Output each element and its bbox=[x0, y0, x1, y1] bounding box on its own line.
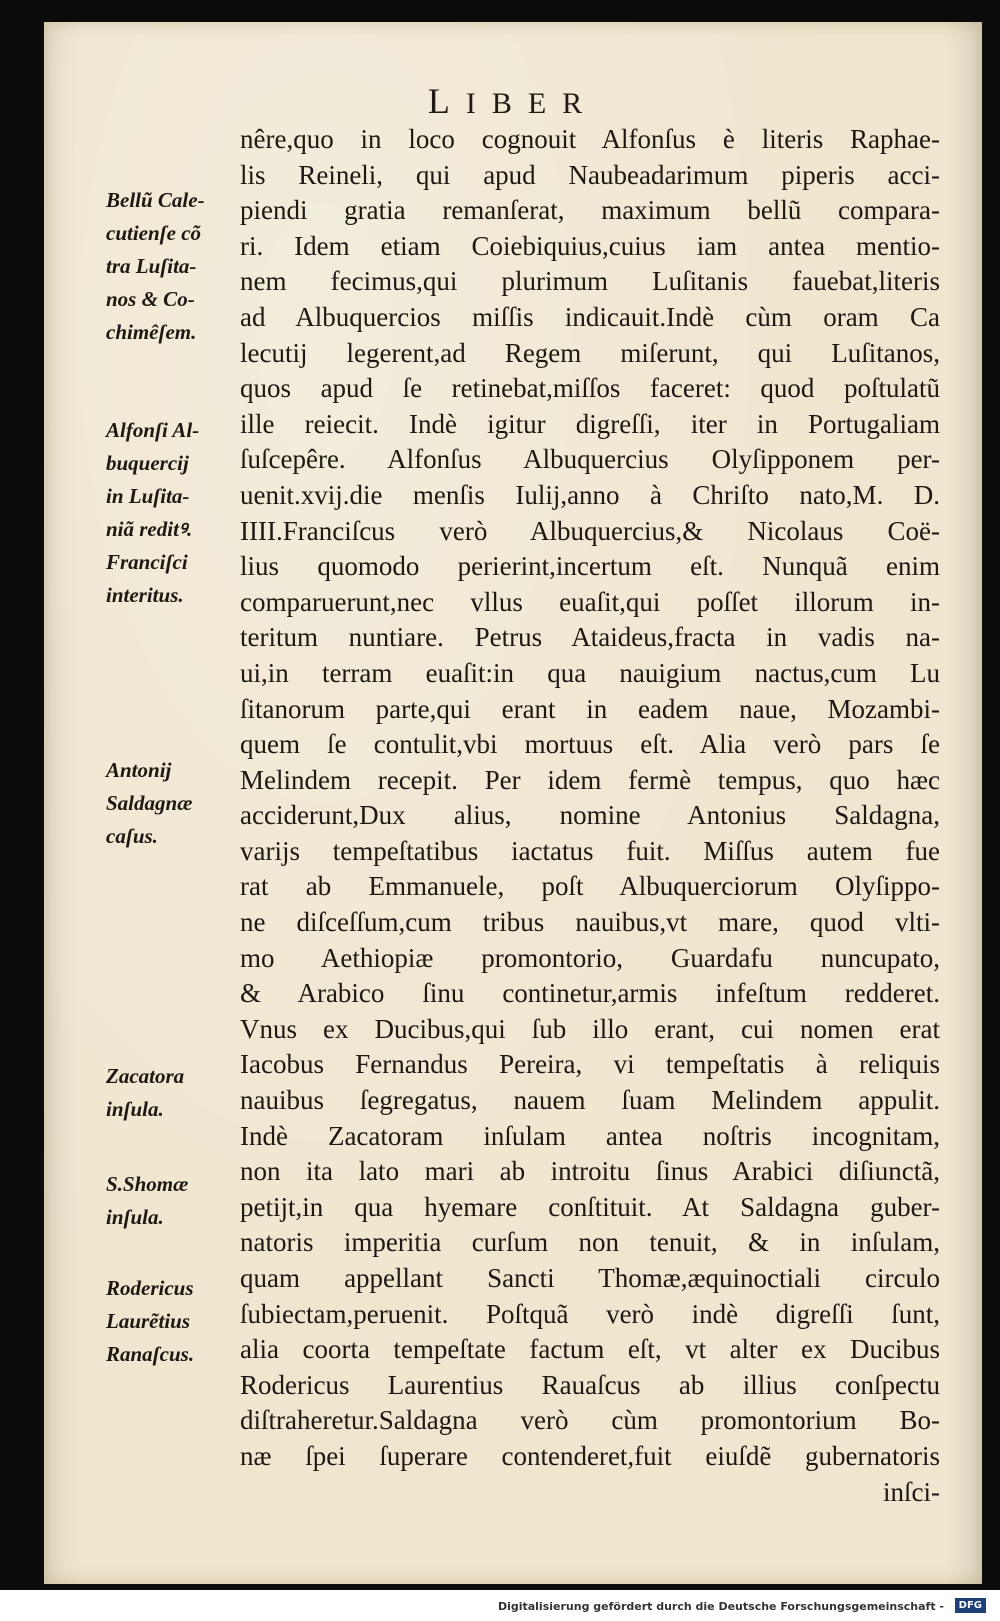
text-line: teritum nuntiare. Petrus Ataideus,fracta in vadis na- bbox=[240, 622, 940, 653]
marginal-note-line: niã reditꝰ. bbox=[106, 517, 193, 541]
text-line: ri. Idem etiam Coiebiquius,cuius iam antea mentio- bbox=[240, 230, 940, 261]
marginal-note-shomae bbox=[106, 1168, 238, 1234]
text-line: ui,in terram euaſit:in qua nauigium nactus,cum Lu bbox=[240, 657, 940, 688]
marginal-note-line: inſula. bbox=[106, 1097, 164, 1121]
book-page bbox=[44, 22, 982, 1584]
text-line: diſtraheretur.Saldagna verò cùm promontorium Bo- bbox=[240, 1405, 940, 1436]
body-text bbox=[240, 122, 940, 1510]
text-line: rat ab Emmanuele, poſt Albuquerciorum Olyſippo- bbox=[240, 871, 940, 902]
marginal-note-line: in Luſita- bbox=[106, 484, 190, 508]
text-line: ſuſcepêre. Alfonſus Albuquercius Olyſipponem per- bbox=[240, 444, 940, 475]
text-line: ad Albuquercios miſſis indicauit.Indè cùm oram Ca bbox=[240, 301, 940, 332]
marginal-note-line: Alfonſi Al- bbox=[106, 418, 200, 442]
marginal-note-rodericus bbox=[106, 1272, 238, 1371]
marginal-note-antonij bbox=[106, 754, 238, 853]
marginal-note-line: Bellũ Cale- bbox=[106, 188, 205, 212]
text-line: piendi gratia remanſerat, maximum bellũ compara- bbox=[240, 195, 940, 226]
marginal-note-line: cutienſe cõ bbox=[106, 221, 202, 245]
marginal-note-zacatora bbox=[106, 1060, 238, 1126]
marginal-note-alfonsi bbox=[106, 414, 238, 612]
text-line: nem fecimus,qui plurimum Luſitanis fauebat,literis bbox=[240, 266, 940, 297]
text-line: ille reiecit. Indè igitur digreſſi, iter in Portugaliam bbox=[240, 408, 940, 439]
text-line: alia coorta tempeſtate factum eſt, vt alter ex Ducibus bbox=[240, 1334, 940, 1365]
marginal-note-line: Saldagnæ bbox=[106, 791, 193, 815]
text-line: acciderunt,Dux alius, nomine Antonius Saldagna, bbox=[240, 800, 940, 831]
text-line: IIII.Franciſcus verò Albuquercius,& Nicolaus Coë- bbox=[240, 515, 940, 546]
marginal-note-line: caſus. bbox=[106, 824, 158, 848]
text-line: Indè Zacatoram inſulam antea noſtris incognitam, bbox=[240, 1120, 940, 1151]
marginal-note-line: buquercij bbox=[106, 451, 189, 475]
text-line: petijt,in qua hyemare conſtituit. At Saldagna guber- bbox=[240, 1191, 940, 1222]
marginal-note-line: Antonij bbox=[106, 758, 172, 782]
running-head-initial: L bbox=[427, 81, 466, 121]
text-line: & Arabico ſinu continetur,armis infeſtum redderet. bbox=[240, 978, 940, 1009]
text-line: inſci- bbox=[883, 1476, 940, 1507]
text-line: non ita lato mari ab introitu ſinus Arabici diſiunctã, bbox=[240, 1156, 940, 1187]
marginal-note-line: nos & Co- bbox=[106, 287, 195, 311]
text-line: varijs tempeſtatibus iactatus fuit. Miſſus autem fue bbox=[240, 835, 940, 866]
footer-credit: Digitalisierung gefördert durch die Deutsche Forschungsgemeinschaft - bbox=[497, 1600, 944, 1613]
text-line: nauibus ſegregatus, nauem ſuam Melindem appulit. bbox=[240, 1085, 940, 1116]
text-line: ſitanorum parte,qui erant in eadem naue, Mozambi- bbox=[240, 693, 940, 724]
dfg-logo: DFG bbox=[955, 1598, 986, 1613]
marginal-note-line: interitus. bbox=[106, 583, 184, 607]
marginal-note-line: Zacatora bbox=[106, 1064, 185, 1088]
marginal-note-line: Laurẽtius bbox=[106, 1309, 191, 1333]
running-head-rest: IBER bbox=[465, 87, 599, 120]
marginal-note-line: inſula. bbox=[106, 1205, 164, 1229]
text-line: lius quomodo perierint,incertum eſt. Nunquã enim bbox=[240, 551, 940, 582]
text-line: natoris imperitia curſum non tenuit, & in inſulam, bbox=[240, 1227, 940, 1258]
text-line: mo Aethiopiæ promontorio, Guardafu nuncupato, bbox=[240, 942, 940, 973]
text-line: comparuerunt,nec vllus euaſit,qui poſſet illorum in- bbox=[240, 586, 940, 617]
text-line: quos apud ſe retinebat,miſſos faceret: quod poſtulatũ bbox=[240, 373, 940, 404]
footer-bar bbox=[0, 1592, 1000, 1621]
text-line: Melindem recepit. Per idem fermè tempus, quo hæc bbox=[240, 764, 940, 795]
text-line: ne diſceſſum,cum tribus nauibus,vt mare, quod vlti- bbox=[240, 907, 940, 938]
marginal-note-line: tra Luſita- bbox=[106, 254, 197, 278]
running-head bbox=[44, 80, 982, 122]
text-line: Iacobus Fernandus Pereira, vi tempeſtatis à reliquis bbox=[240, 1049, 940, 1080]
text-line: lis Reineli, qui apud Naubeadarimum piperis acci- bbox=[240, 159, 940, 190]
marginal-note-line: chimêſem. bbox=[106, 320, 197, 344]
text-line: næ ſpei ſuperare contenderet,fuit eiuſdẽ gubernatoris bbox=[240, 1440, 940, 1471]
text-line: uenit.xvij.die menſis Iulij,anno à Chriſto nato,M. D. bbox=[240, 479, 940, 510]
marginal-note-line: Franciſci bbox=[106, 550, 188, 574]
text-line: ſubiectam,peruenit. Poſtquã verò indè digreſſi ſunt, bbox=[240, 1298, 940, 1329]
marginal-note-bellum bbox=[106, 184, 238, 349]
text-line: quam appellant Sancti Thomæ,æquinoctiali circulo bbox=[240, 1263, 940, 1293]
marginal-note-line: S.Shomæ bbox=[106, 1172, 189, 1196]
marginal-note-line: Ranaſcus. bbox=[106, 1342, 195, 1366]
text-line: lecutij legerent,ad Regem miſerunt, qui Luſitanos, bbox=[240, 337, 940, 368]
text-line: Vnus ex Ducibus,qui ſub illo erant, cui nomen erat bbox=[240, 1013, 940, 1044]
text-line: Rodericus Laurentius Rauaſcus ab illius conſpectu bbox=[240, 1369, 940, 1400]
marginal-note-line: Rodericus bbox=[106, 1276, 194, 1300]
text-line: quem ſe contulit,vbi mortuus eſt. Alia verò pars ſe bbox=[240, 729, 940, 760]
text-line: nêre,quo in loco cognouit Alfonſus è literis Raphae- bbox=[240, 124, 940, 154]
